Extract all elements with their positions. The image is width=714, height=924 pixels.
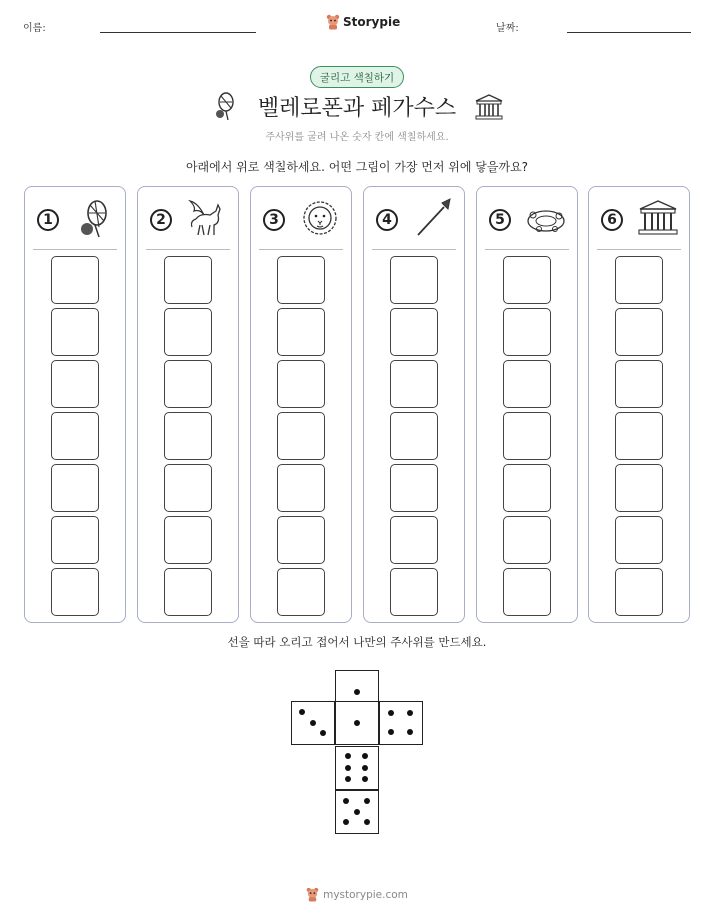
column-divider [597, 249, 681, 250]
spring-icon [525, 197, 567, 239]
dice-face [335, 701, 379, 745]
column-number: 5 [489, 209, 511, 231]
column-2 [137, 186, 239, 623]
dice-pip [354, 809, 360, 815]
color-box[interactable] [390, 516, 438, 564]
dice-pip [345, 776, 351, 782]
color-box[interactable] [51, 568, 99, 616]
color-box[interactable] [390, 360, 438, 408]
dice-pip [388, 729, 394, 735]
color-box[interactable] [277, 256, 325, 304]
dice-pip [299, 709, 305, 715]
column-number: 3 [263, 209, 285, 231]
color-box[interactable] [503, 308, 551, 356]
color-box[interactable] [390, 308, 438, 356]
dice-pip [354, 720, 360, 726]
dice-pip [362, 753, 368, 759]
page-subtitle: 주사위를 굴려 나온 숫자 칸에 색칠하세요. [265, 132, 449, 143]
dice-face [379, 701, 423, 745]
color-box[interactable] [615, 516, 663, 564]
color-box[interactable] [277, 568, 325, 616]
color-box[interactable] [51, 360, 99, 408]
color-box[interactable] [51, 464, 99, 512]
column-4 [363, 186, 465, 623]
activity-badge: 굴리고 색칠하기 [310, 66, 404, 88]
color-box[interactable] [277, 464, 325, 512]
column-divider [33, 249, 117, 250]
date-label: 날짜: [496, 23, 519, 34]
dice-face [291, 701, 335, 745]
column-number: 4 [376, 209, 398, 231]
color-box[interactable] [164, 308, 212, 356]
column-5 [476, 186, 578, 623]
dice-pip [364, 819, 370, 825]
dice-pip [364, 798, 370, 804]
color-box[interactable] [390, 412, 438, 460]
color-box[interactable] [615, 256, 663, 304]
color-box[interactable] [615, 308, 663, 356]
color-box[interactable] [277, 412, 325, 460]
color-box[interactable] [615, 412, 663, 460]
color-box[interactable] [277, 360, 325, 408]
color-box[interactable] [503, 568, 551, 616]
bridle-icon [73, 197, 115, 239]
storypie-bear-icon [306, 887, 319, 902]
color-box[interactable] [164, 256, 212, 304]
column-1 [24, 186, 126, 623]
color-box[interactable] [277, 308, 325, 356]
name-label: 이름: [23, 23, 46, 34]
color-box[interactable] [277, 516, 325, 564]
color-box[interactable] [51, 308, 99, 356]
dice-pip [310, 720, 316, 726]
color-box[interactable] [615, 360, 663, 408]
color-box[interactable] [503, 412, 551, 460]
color-box[interactable] [390, 256, 438, 304]
storypie-bear-icon [326, 14, 340, 30]
dice-pip [345, 753, 351, 759]
color-box[interactable] [164, 360, 212, 408]
color-box[interactable] [164, 516, 212, 564]
column-divider [146, 249, 230, 250]
color-box[interactable] [390, 568, 438, 616]
column-3 [250, 186, 352, 623]
dice-pip [345, 765, 351, 771]
brand-logo [326, 14, 400, 30]
dice-face [335, 790, 379, 834]
brand-name: Storypie [343, 15, 401, 29]
name-field-line[interactable] [100, 32, 256, 33]
title-temple-icon [474, 93, 504, 121]
color-box[interactable] [503, 464, 551, 512]
dice-pip [407, 729, 413, 735]
color-box[interactable] [503, 256, 551, 304]
color-box[interactable] [164, 412, 212, 460]
page-title: 벨레로폰과 페가수스 [257, 96, 457, 121]
column-divider [372, 249, 456, 250]
temple-icon [637, 197, 679, 239]
dice-face [335, 746, 379, 790]
color-box[interactable] [503, 360, 551, 408]
pegasus-icon [186, 197, 228, 239]
dice-pip [343, 819, 349, 825]
color-box[interactable] [51, 516, 99, 564]
dice-pip [407, 710, 413, 716]
color-box[interactable] [503, 516, 551, 564]
dice-pip [320, 730, 326, 736]
dice-pip [388, 710, 394, 716]
date-field-line[interactable] [567, 32, 691, 33]
lion-icon [299, 197, 341, 239]
spear-icon [412, 197, 454, 239]
color-box[interactable] [615, 464, 663, 512]
color-box[interactable] [51, 412, 99, 460]
footer-site: mystorypie.com [323, 888, 408, 901]
dice-pip [362, 776, 368, 782]
color-box[interactable] [164, 464, 212, 512]
color-box[interactable] [390, 464, 438, 512]
color-box[interactable] [615, 568, 663, 616]
footer [0, 887, 714, 902]
column-divider [485, 249, 569, 250]
dice-instruction: 선을 따라 오리고 접어서 나만의 주사위를 만드세요. [227, 635, 487, 649]
column-number: 2 [150, 209, 172, 231]
column-number: 6 [601, 209, 623, 231]
coloring-instruction: 아래에서 위로 색칠하세요. 어떤 그림이 가장 먼저 위에 닿을까요? [185, 160, 529, 174]
column-divider [259, 249, 343, 250]
dice-pip [362, 765, 368, 771]
dice-pip [354, 689, 360, 695]
color-box[interactable] [51, 256, 99, 304]
column-number: 1 [37, 209, 59, 231]
color-box[interactable] [164, 568, 212, 616]
column-6 [588, 186, 690, 623]
dice-pip [343, 798, 349, 804]
